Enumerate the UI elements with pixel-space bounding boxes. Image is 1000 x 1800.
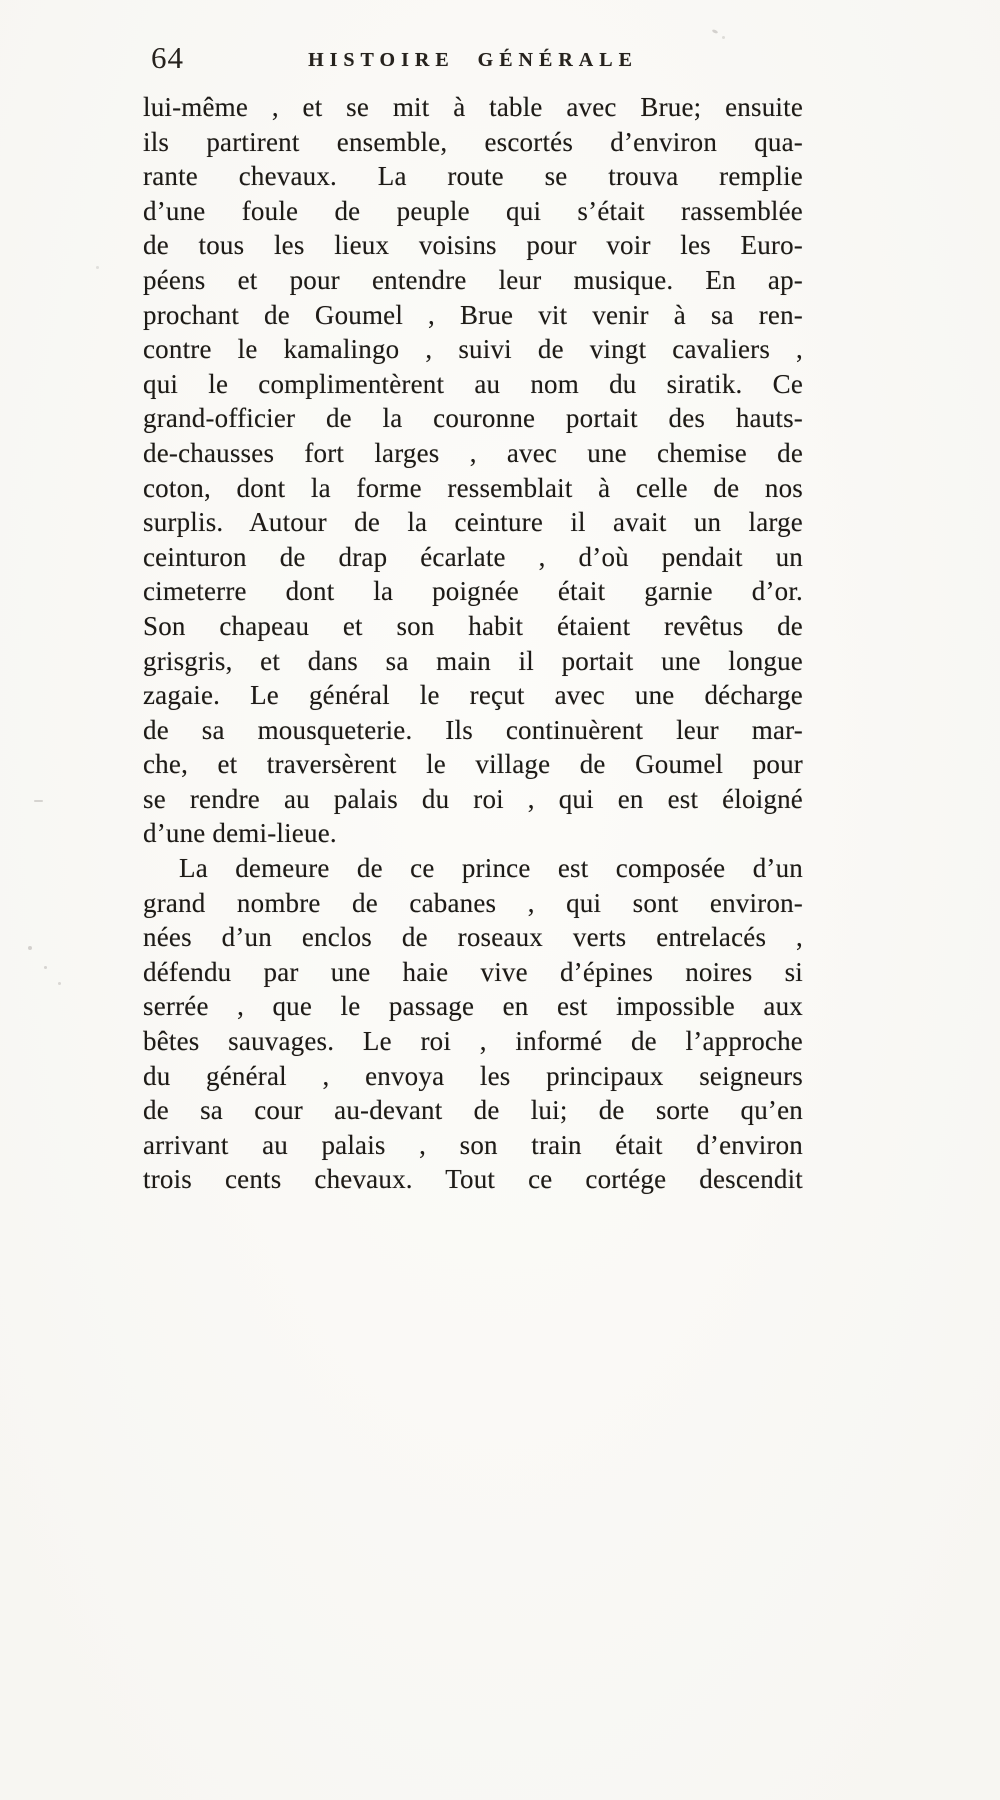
- text-line: La demeure de ce prince est composée d’un: [179, 853, 803, 884]
- text-line: zagaie. Le général le reçut avec une décharge: [143, 680, 803, 711]
- scan-artifact: [722, 36, 725, 39]
- page-body: [143, 90, 803, 1197]
- text-line: surplis. Autour de la ceinture il avait un large: [143, 507, 803, 538]
- text-line: prochant de Goumel , Brue vit venir à sa ren-: [143, 299, 803, 330]
- page-number: 64: [151, 40, 184, 75]
- text-line: nées d’un enclos de roseaux verts entrelacés ,: [143, 922, 803, 953]
- text-line: bêtes sauvages. Le roi , informé de l’approche: [143, 1026, 803, 1057]
- page-header: [143, 40, 803, 80]
- text-line: de sa mousqueterie. Ils continuèrent leur mar-: [143, 714, 803, 745]
- text-line: trois cents chevaux. Tout ce cortége descendit: [143, 1164, 803, 1195]
- scan-artifact: [44, 966, 47, 969]
- text-line: rante chevaux. La route se trouva remplie: [143, 161, 803, 192]
- text-line: contre le kamalingo , suivi de vingt cavaliers ,: [143, 334, 803, 365]
- text-line: défendu par une haie vive d’épines noires si: [143, 956, 803, 987]
- scan-artifact: [712, 29, 719, 34]
- text-line: de sa cour au-devant de lui; de sorte qu’en: [143, 1095, 803, 1126]
- scan-artifact: [28, 946, 32, 950]
- text-line: qui le complimentèrent au nom du siratik. Ce: [143, 368, 803, 399]
- scan-artifact: [96, 266, 99, 269]
- text-line: grand-officier de la couronne portait des hauts-: [143, 403, 803, 434]
- text-line: de-chausses fort larges , avec une chemise de: [143, 437, 803, 468]
- text-line: grisgris, et dans sa main il portait une longue: [143, 645, 803, 676]
- text-line: serrée , que le passage en est impossible aux: [143, 991, 803, 1022]
- text-line: ils partirent ensemble, escortés d’environ qua-: [143, 126, 803, 157]
- running-header: HISTOIRE GÉNÉRALE: [308, 49, 638, 71]
- paragraph: [143, 851, 803, 1197]
- text-line: d’une demi-lieue.: [143, 818, 337, 849]
- text-line: Son chapeau et son habit étaient revêtus de: [143, 610, 803, 641]
- paragraph: [143, 90, 803, 851]
- text-line: coton, dont la forme ressemblait à celle de nos: [143, 472, 803, 503]
- text-line: de tous les lieux voisins pour voir les Euro-: [143, 230, 803, 261]
- text-line: cimeterre dont la poignée était garnie d’or.: [143, 576, 803, 607]
- text-line: arrivant au palais , son train était d’environ: [143, 1129, 803, 1160]
- scan-artifact: [58, 982, 61, 985]
- text-line: d’une foule de peuple qui s’était rassemblée: [143, 195, 803, 226]
- text-line: se rendre au palais du roi , qui en est éloigné: [143, 783, 803, 814]
- text-line: grand nombre de cabanes , qui sont environ-: [143, 887, 803, 918]
- text-line: lui-même , et se mit à table avec Brue; ensuite: [143, 92, 803, 122]
- text-line: du général , envoya les principaux seigneurs: [143, 1060, 803, 1091]
- scan-artifact: [34, 800, 43, 802]
- text-line: che, et traversèrent le village de Goumel pour: [143, 749, 803, 780]
- text-line: péens et pour entendre leur musique. En ap-: [143, 264, 803, 295]
- text-line: ceinturon de drap écarlate , d’où pendait un: [143, 541, 803, 572]
